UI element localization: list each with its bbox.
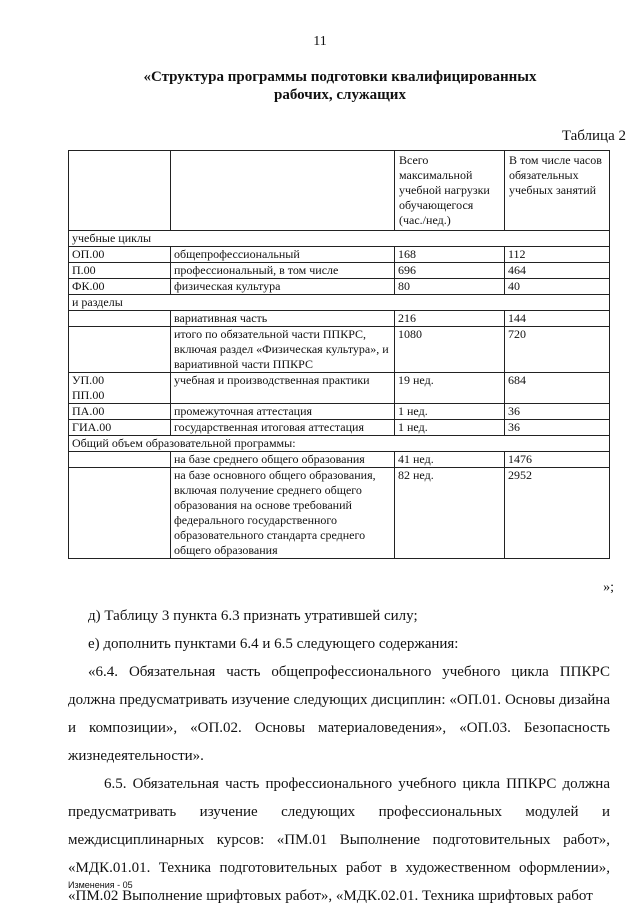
row-name: вариативная часть bbox=[171, 311, 395, 327]
table-row bbox=[69, 468, 610, 559]
table-row bbox=[69, 263, 610, 279]
row-required: 684 bbox=[505, 373, 610, 404]
header-empty bbox=[171, 151, 395, 231]
row-code: ОП.00 bbox=[69, 247, 171, 263]
row-total: 216 bbox=[395, 311, 505, 327]
row-total: 1 нед. bbox=[395, 404, 505, 420]
row-name: итого по обязательной части ППКРС, включая раздел «Физическая культура», и вариативной части ППКРС bbox=[171, 327, 395, 373]
row-required: 36 bbox=[505, 420, 610, 436]
row-total: 168 bbox=[395, 247, 505, 263]
row-code: П.00 bbox=[69, 263, 171, 279]
row-code bbox=[69, 468, 171, 559]
structure-table bbox=[68, 150, 610, 559]
row-name: общепрофессиональный bbox=[171, 247, 395, 263]
header-total-load: Всего максимальной учебной нагрузки обучающегося (час./нед.) bbox=[395, 151, 505, 231]
row-name: на базе среднего общего образования bbox=[171, 452, 395, 468]
row-name: государственная итоговая аттестация bbox=[171, 420, 395, 436]
row-required: 720 bbox=[505, 327, 610, 373]
table-label: Таблица 2 bbox=[561, 128, 626, 144]
title-line-1: «Структура программы подготовки квалифицированных bbox=[143, 69, 537, 85]
table-section-row bbox=[69, 436, 610, 452]
row-name: профессиональный, в том числе bbox=[171, 263, 395, 279]
footer-note: Изменения - 05 bbox=[68, 880, 133, 890]
row-name: на базе основного общего образования, включая получение среднего общего образования на основе требований федерального государственного образовательного стандарта среднего общего образования bbox=[171, 468, 395, 559]
row-total: 82 нед. bbox=[395, 468, 505, 559]
table-row bbox=[69, 327, 610, 373]
table-section-row bbox=[69, 231, 610, 247]
row-code bbox=[69, 452, 171, 468]
row-code: ГИА.00 bbox=[69, 420, 171, 436]
header-empty bbox=[69, 151, 171, 231]
row-code bbox=[69, 327, 171, 373]
row-code: ПА.00 bbox=[69, 404, 171, 420]
row-code: ФК.00 bbox=[69, 279, 171, 295]
closing-quote: »; bbox=[603, 580, 614, 595]
paragraph: е) дополнить пунктами 6.4 и 6.5 следующего содержания: bbox=[88, 636, 459, 652]
table-row bbox=[69, 311, 610, 327]
table-row bbox=[69, 373, 610, 404]
section-label: и разделы bbox=[69, 295, 610, 311]
table-row bbox=[69, 420, 610, 436]
row-required: 1476 bbox=[505, 452, 610, 468]
row-total: 1080 bbox=[395, 327, 505, 373]
table-row bbox=[69, 404, 610, 420]
page-number: 11 bbox=[313, 34, 327, 49]
paragraph: «6.4. Обязательная часть общепрофессионального учебного цикла ППКРС должна предусматривать изучение следующих дисциплин: «ОП.01. Основы дизайна и композиции», «ОП.02. Основы материаловедения», «ОП.03. Безопасность жизнедеятельности». bbox=[68, 664, 610, 764]
body-text bbox=[68, 602, 610, 910]
row-total: 696 bbox=[395, 263, 505, 279]
row-total: 41 нед. bbox=[395, 452, 505, 468]
table-section-row bbox=[69, 295, 610, 311]
row-total: 80 bbox=[395, 279, 505, 295]
document-title bbox=[60, 68, 620, 104]
row-code: УП.00 ПП.00 bbox=[69, 373, 171, 404]
header-required-hours: В том числе часов обязательных учебных занятий bbox=[505, 151, 610, 231]
row-required: 144 bbox=[505, 311, 610, 327]
row-required: 464 bbox=[505, 263, 610, 279]
table-body bbox=[69, 231, 610, 559]
table-row bbox=[69, 247, 610, 263]
table-row bbox=[69, 279, 610, 295]
paragraph: 6.5. Обязательная часть профессионального учебного цикла ППКРС должна предусматривать изучение следующих профессиональных модулей и междисциплинарных курсов: «ПМ.01 Выполнение подготовительных работ», «МДК.01.01. Техника подготовительных работ в художественном оформлении», «ПМ.02 Выполнение шрифтовых работ», «МДК.02.01. Техника шрифтовых работ bbox=[68, 776, 610, 904]
row-total: 19 нед. bbox=[395, 373, 505, 404]
section-label: учебные циклы bbox=[69, 231, 610, 247]
paragraph: д) Таблицу 3 пункта 6.3 признать утратившей силу; bbox=[88, 608, 418, 624]
row-name: физическая культура bbox=[171, 279, 395, 295]
row-name: учебная и производственная практики bbox=[171, 373, 395, 404]
row-name: промежуточная аттестация bbox=[171, 404, 395, 420]
table-header-row bbox=[69, 151, 610, 231]
row-required: 36 bbox=[505, 404, 610, 420]
title-line-2: рабочих, служащих bbox=[274, 87, 406, 103]
table-row bbox=[69, 452, 610, 468]
row-required: 40 bbox=[505, 279, 610, 295]
row-code bbox=[69, 311, 171, 327]
row-required: 112 bbox=[505, 247, 610, 263]
row-total: 1 нед. bbox=[395, 420, 505, 436]
row-required: 2952 bbox=[505, 468, 610, 559]
section-label: Общий объем образовательной программы: bbox=[69, 436, 610, 452]
